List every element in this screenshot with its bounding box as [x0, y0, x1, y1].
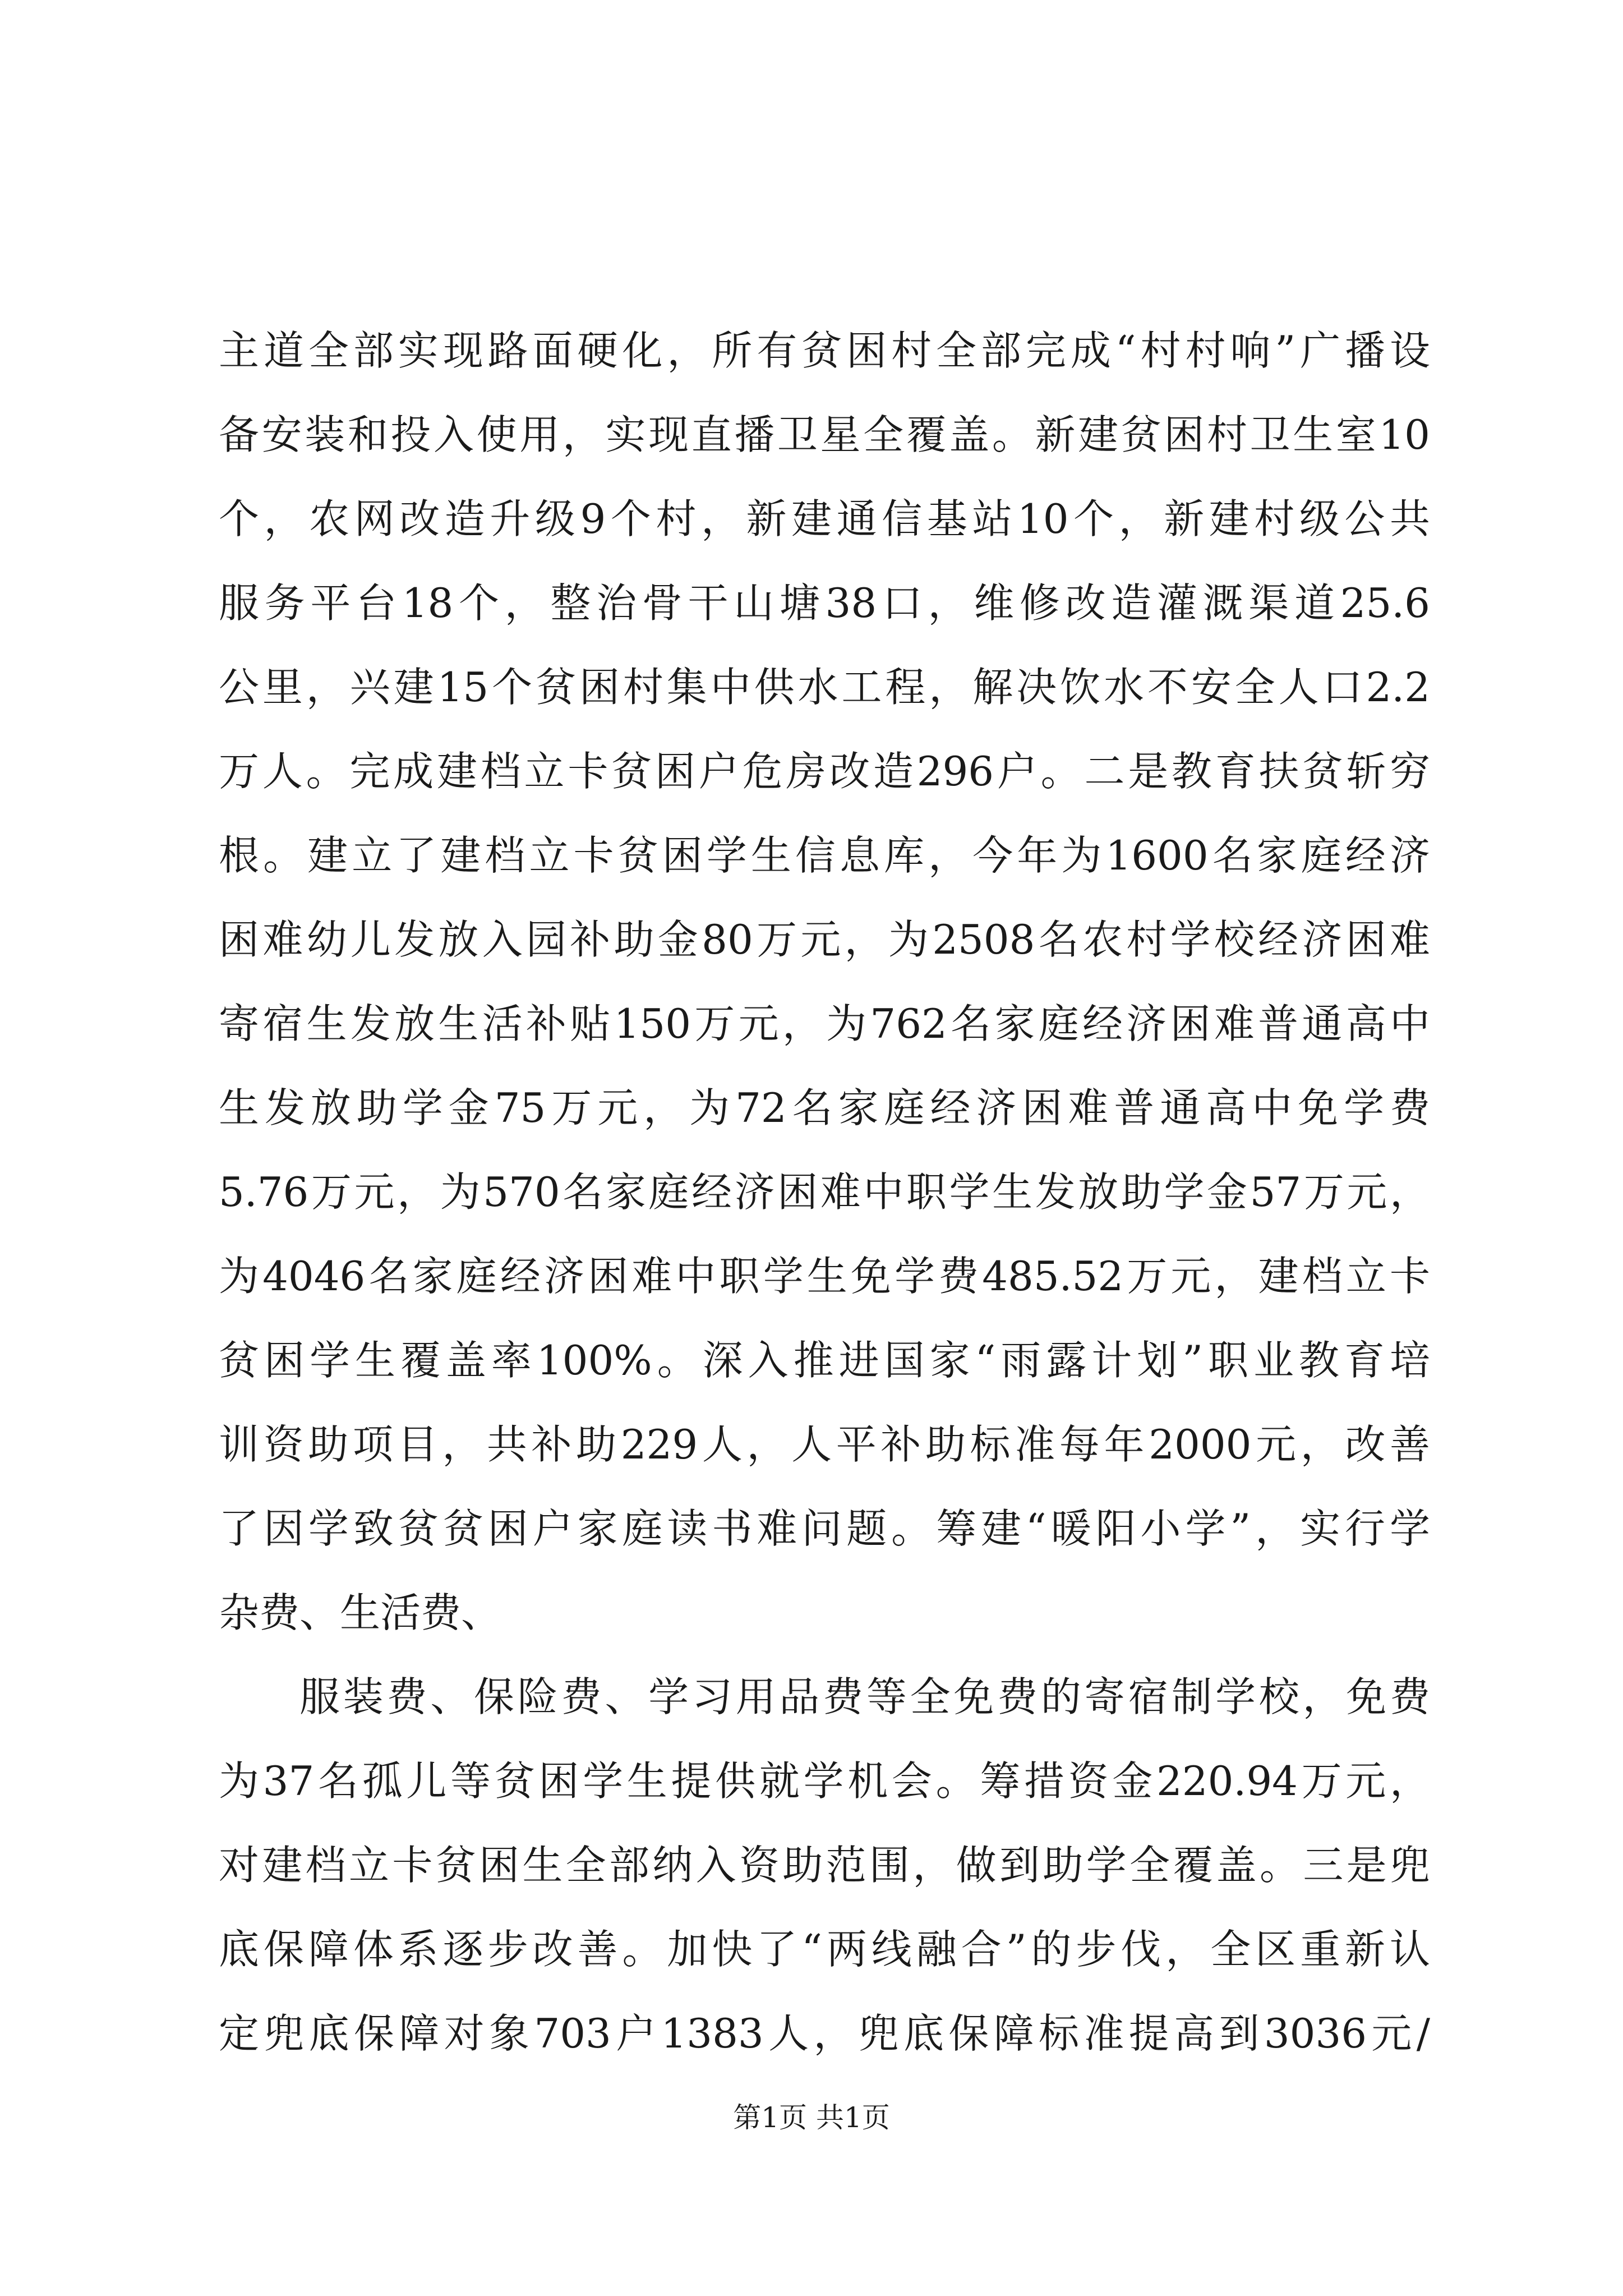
body-text [219, 309, 1430, 2076]
text-line: 个，农网改造升级9个村，新建通信基站10个，新建村级公共 [219, 495, 1430, 542]
text-line: 生发放助学金75万元，为72名家庭经济困难普通高中免学费 [219, 1084, 1430, 1131]
text-line: 定兜底保障对象703户1383人，兜底保障标准提高到3036元/ [219, 2010, 1430, 2057]
paragraph-first-line: 服装费、保险费、学习用品费等全免费的寄宿制学校，免费 [299, 1673, 1430, 1720]
text-line: 备安装和投入使用，实现直播卫星全覆盖。新建贫困村卫生室10 [219, 411, 1430, 458]
text-line: 杂费、生活费、 [219, 1589, 502, 1636]
text-line: 为37名孤儿等贫困学生提供就学机会。筹措资金220.94万元， [219, 1757, 1430, 1805]
text-line: 根。建立了建档立卡贫困学生信息库，今年为1600名家庭经济 [219, 832, 1430, 879]
text-line: 底保障体系逐步改善。加快了“两线融合”的步伐，全区重新认 [219, 1926, 1430, 1973]
text-line: 服务平台18个，整治骨干山塘38口，维修改造灌溉渠道25.6 [219, 579, 1430, 627]
text-line: 为4046名家庭经济困难中职学生免学费485.52万元，建档立卡 [219, 1253, 1430, 1300]
page-footer: 第1页 共1页 [733, 2101, 890, 2134]
text-line: 万人。完成建档立卡贫困户危房改造296户。二是教育扶贫斩穷 [219, 748, 1430, 795]
text-line: 公里，兴建15个贫困村集中供水工程，解决饮水不安全人口2.2 [219, 664, 1430, 711]
text-line: 对建档立卡贫困生全部纳入资助范围，做到助学全覆盖。三是兜 [219, 1842, 1430, 1889]
text-line: 困难幼儿发放入园补助金80万元，为2508名农村学校经济困难 [219, 916, 1430, 963]
text-line: 5.76万元，为570名家庭经济困难中职学生发放助学金57万元， [219, 1168, 1430, 1216]
text-line: 寄宿生发放生活补贴150万元，为762名家庭经济困难普通高中 [219, 1000, 1430, 1047]
text-line: 了因学致贫贫困户家庭读书难问题。筹建“暖阳小学”，实行学 [219, 1505, 1430, 1552]
text-line: 主道全部实现路面硬化，所有贫困村全部完成“村村响”广播设 [219, 327, 1430, 374]
text-line: 贫困学生覆盖率100%。深入推进国家“雨露计划”职业教育培 [219, 1337, 1430, 1384]
text-line: 训资助项目，共补助229人，人平补助标准每年2000元，改善 [219, 1421, 1430, 1468]
